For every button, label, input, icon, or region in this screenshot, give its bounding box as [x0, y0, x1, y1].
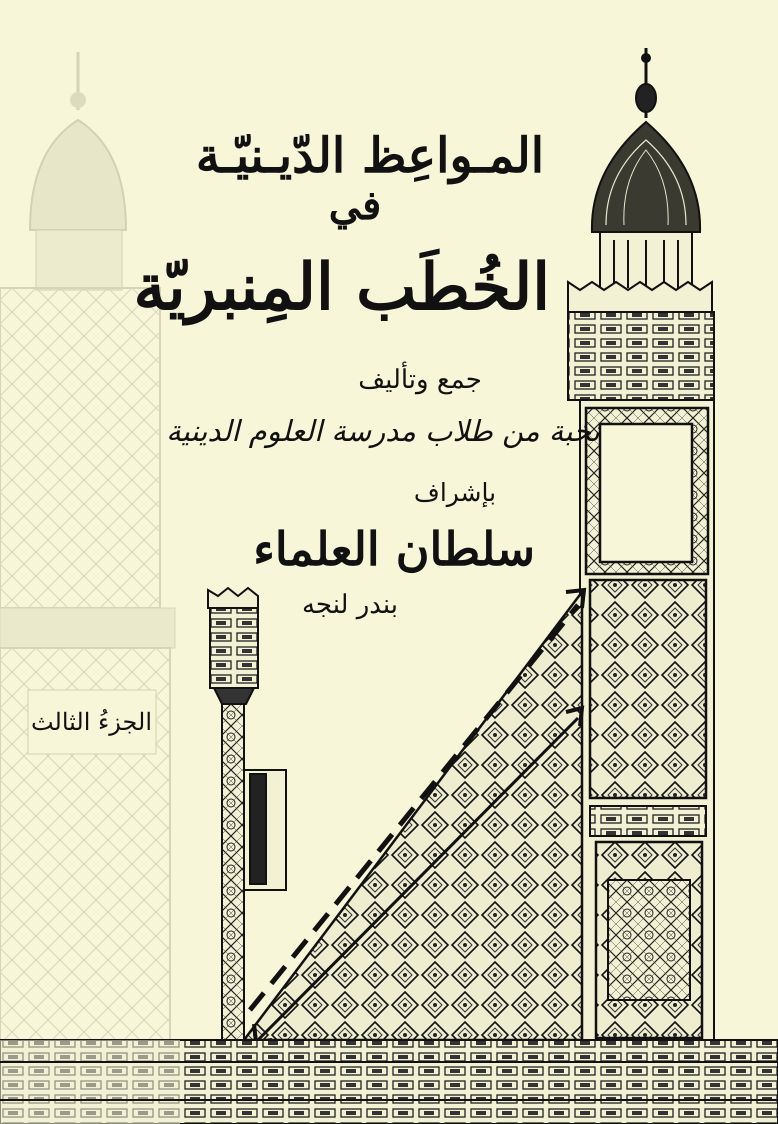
title-line-2: في — [328, 182, 382, 229]
volume-label: الجزءُ الثالث — [30, 708, 152, 736]
minaret-watermark-icon — [0, 52, 175, 1048]
compilation-label: جمع وتأليف — [358, 365, 482, 395]
title-line-3: الخُطَب المِنبريّة — [133, 250, 550, 325]
title-line-1: المـواعِظ الدّيـنيّـة — [195, 128, 545, 184]
supervision-label: بإشراف — [413, 478, 497, 507]
place-name: بندر لنجه — [301, 590, 399, 620]
compilers-text: نخبة من طلاب مدرسة العلوم الدينية — [166, 414, 600, 448]
supervisor-name: سلطان العلماء — [253, 522, 535, 576]
